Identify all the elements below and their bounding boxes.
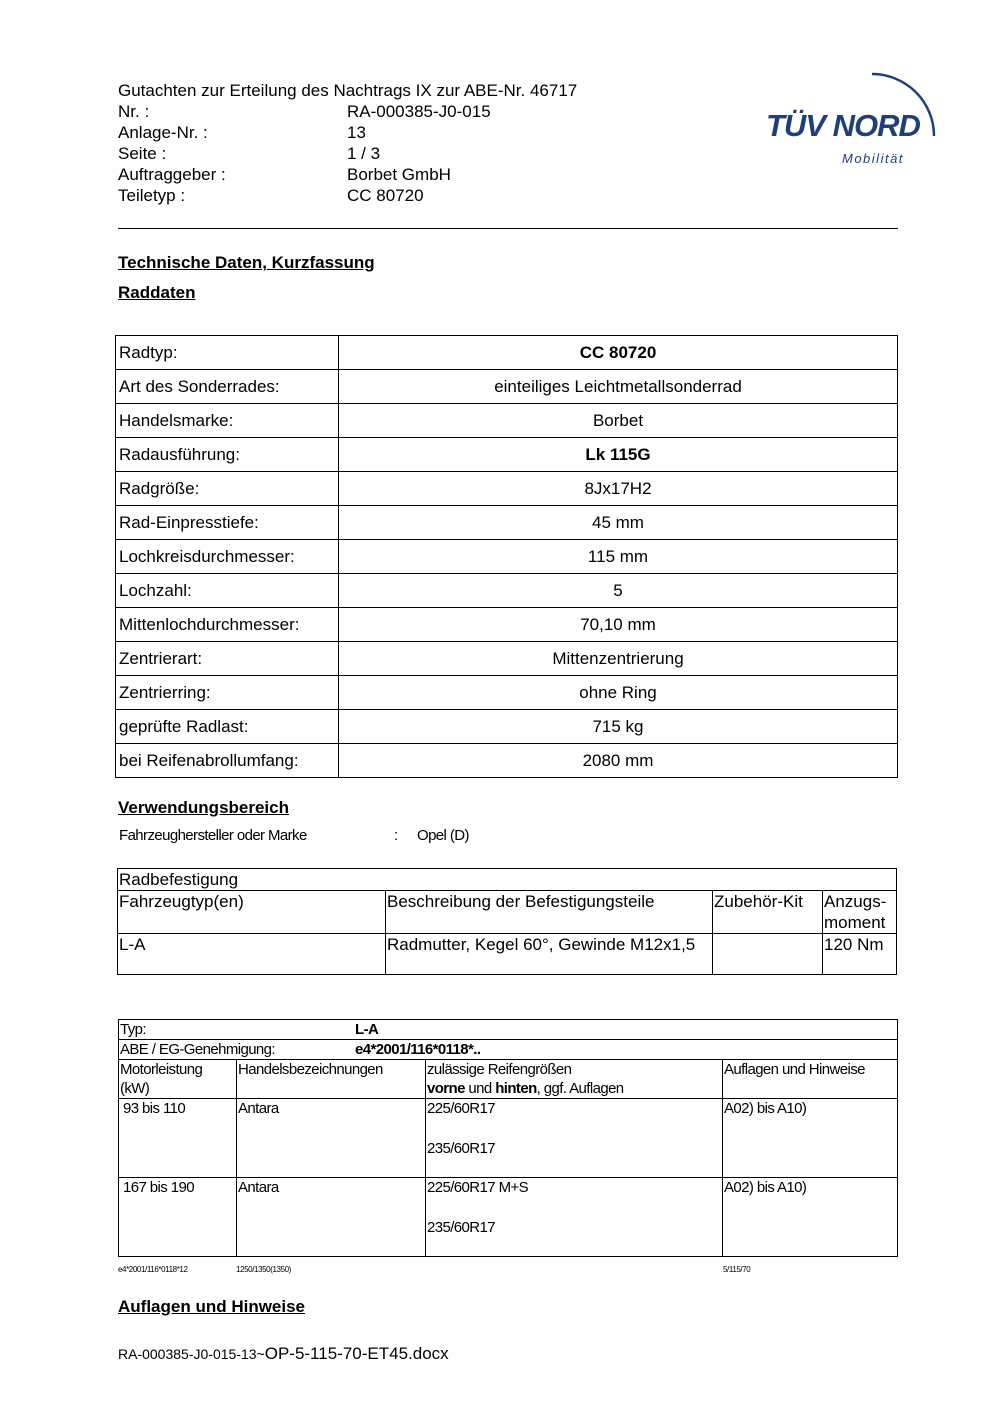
table-row — [116, 676, 898, 710]
table-cell: Radmutter, Kegel 60°, Gewinde M12x1,5 — [386, 934, 713, 975]
reifen-size: 235/60R17 — [427, 1219, 495, 1236]
header-row-auftraggeber — [118, 164, 577, 185]
row-label: Zentrierring: — [116, 676, 339, 710]
column-header-reifen — [426, 1060, 723, 1099]
row-label: Radtyp: — [116, 336, 339, 370]
row-value: CC 80720 — [339, 336, 898, 370]
row-value: 45 mm — [339, 506, 898, 540]
row-value: 8Jx17H2 — [339, 472, 898, 506]
table-row — [116, 506, 898, 540]
column-header: Fahrzeugtyp(en) — [118, 891, 386, 934]
section-heading-verwendung: Verwendungsbereich — [118, 798, 289, 817]
hersteller-label: Fahrzeughersteller oder Marke — [119, 827, 307, 844]
row-label: Art des Sonderrades: — [116, 370, 339, 404]
table-cell: 93 bis 110 — [119, 1099, 237, 1178]
raddaten-table — [115, 335, 898, 778]
header-value: CC 80720 — [347, 186, 424, 205]
row-value: 5 — [339, 574, 898, 608]
row-label: Zentrierart: — [116, 642, 339, 676]
footnote-lk: 5/115/70 — [723, 1265, 751, 1274]
header-label: Seite : — [118, 144, 167, 163]
row-label: Rad-Einpresstiefe: — [116, 506, 339, 540]
reifen-header-b: , ggf. Auflagen — [536, 1080, 624, 1097]
table-row — [116, 472, 898, 506]
row-value: 70,10 mm — [339, 608, 898, 642]
column-header: Zubehör-Kit — [713, 891, 823, 934]
row-value: Lk 115G — [339, 438, 898, 472]
header-label: Nr. : — [118, 102, 150, 121]
typ-value: L-A — [355, 1021, 379, 1038]
reifen-size: 225/60R17 — [427, 1100, 495, 1117]
table-row — [119, 1040, 898, 1060]
typ-table — [118, 1019, 898, 1257]
footer-filename — [118, 1344, 449, 1364]
header-label: Anlage-Nr. : — [118, 123, 208, 142]
document-header — [118, 80, 577, 206]
header-row-seite — [118, 143, 577, 164]
table-cell: 120 Nm — [823, 934, 897, 975]
table-row — [116, 608, 898, 642]
table-cell: 167 bis 190 — [119, 1178, 237, 1257]
table-row — [116, 370, 898, 404]
header-value: 13 — [347, 123, 366, 142]
typ-row — [119, 1020, 898, 1040]
hersteller-line — [119, 827, 469, 844]
logo-subtitle: Mobilität — [842, 151, 904, 166]
header-divider — [118, 228, 898, 229]
abe-row — [119, 1040, 898, 1060]
reifen-size: 225/60R17 M+S — [427, 1179, 529, 1196]
table-cell — [713, 934, 823, 975]
column-header: Beschreibung der Befestigungsteile — [386, 891, 713, 934]
hersteller-value: Opel (D) — [417, 827, 469, 844]
header-label: Auftraggeber : — [118, 165, 226, 184]
table-row — [116, 710, 898, 744]
table-row — [116, 404, 898, 438]
header-row-nr — [118, 101, 577, 122]
row-value: 715 kg — [339, 710, 898, 744]
abe-label: ABE / EG-Genehmigung: — [120, 1041, 275, 1058]
table-row — [116, 336, 898, 370]
tuv-nord-logo — [762, 58, 942, 170]
table-row — [116, 744, 898, 778]
table-row — [116, 540, 898, 574]
table-row — [116, 574, 898, 608]
reifen-size: 235/60R17 — [427, 1140, 495, 1157]
table-row — [118, 934, 897, 975]
row-label: Radgröße: — [116, 472, 339, 506]
row-label: Lochkreisdurchmesser: — [116, 540, 339, 574]
row-value: einteiliges Leichtmetallsonderrad — [339, 370, 898, 404]
table-row — [119, 1178, 898, 1257]
header-value: 1 / 3 — [347, 144, 381, 163]
row-value: Borbet — [339, 404, 898, 438]
row-label: bei Reifenabrollumfang: — [116, 744, 339, 778]
row-label: Lochzahl: — [116, 574, 339, 608]
footer-doc-number: RA-000385-J0-015-13~ — [118, 1346, 265, 1362]
hersteller-colon: : — [394, 827, 398, 844]
logo-wordmark: TÜV NORD — [766, 108, 920, 143]
header-row-teiletyp — [118, 185, 577, 206]
befestigung-table — [117, 868, 897, 975]
column-header: Anzugs- moment — [823, 891, 897, 934]
table-row — [116, 438, 898, 472]
table-cell: Antara — [237, 1178, 426, 1257]
header-label: Teiletyp : — [118, 186, 186, 205]
befestigung-title: Radbefestigung — [118, 869, 897, 891]
footer-docx-name: OP-5-115-70-ET45.docx — [264, 1344, 449, 1363]
section-heading-raddaten: Raddaten — [118, 283, 196, 302]
section-heading-tech: Technische Daten, Kurzfassung — [118, 253, 375, 272]
header-value: RA-000385-J0-015 — [347, 102, 491, 121]
abe-value: e4*2001/116*0118*.. — [355, 1041, 481, 1058]
reifen-header-hinten: hinten — [495, 1080, 537, 1097]
row-value: Mittenzentrierung — [339, 642, 898, 676]
reifen-header-und: und — [464, 1080, 496, 1097]
column-header: Auflagen und Hinweise — [723, 1060, 898, 1099]
footnote-abe: e4*2001/116*0118*12 — [118, 1265, 188, 1274]
column-header: Motorleistung (kW) — [119, 1060, 237, 1099]
row-value: 2080 mm — [339, 744, 898, 778]
row-label: Handelsmarke: — [116, 404, 339, 438]
row-label: Mittenlochdurchmesser: — [116, 608, 339, 642]
table-row — [116, 642, 898, 676]
reifen-header-a: zulässige Reifengrößen — [427, 1061, 572, 1078]
table-cell: A02) bis A10) — [723, 1099, 898, 1178]
table-cell-reifen — [426, 1178, 723, 1257]
header-row-anlage — [118, 122, 577, 143]
table-cell: L-A — [118, 934, 386, 975]
table-row — [119, 1099, 898, 1178]
table-row — [118, 869, 897, 891]
row-label: Radausführung: — [116, 438, 339, 472]
reifen-header-vorne: vorne — [427, 1080, 465, 1097]
table-header-row — [119, 1060, 898, 1099]
column-header: Handelsbezeichnungen — [237, 1060, 426, 1099]
row-value: 115 mm — [339, 540, 898, 574]
row-label: geprüfte Radlast: — [116, 710, 339, 744]
typ-label: Typ: — [120, 1021, 146, 1038]
table-cell: A02) bis A10) — [723, 1178, 898, 1257]
row-value: ohne Ring — [339, 676, 898, 710]
table-cell-reifen — [426, 1099, 723, 1178]
section-heading-auflagen: Auflagen und Hinweise — [118, 1297, 306, 1316]
footnote-gewicht: 1250/1350(1350) — [236, 1265, 291, 1274]
table-header-row — [118, 891, 897, 934]
table-row — [119, 1020, 898, 1040]
document-title: Gutachten zur Erteilung des Nachtrags IX zur ABE-Nr. 46717 — [118, 81, 578, 100]
header-value: Borbet GmbH — [347, 165, 451, 184]
table-cell: Antara — [237, 1099, 426, 1178]
